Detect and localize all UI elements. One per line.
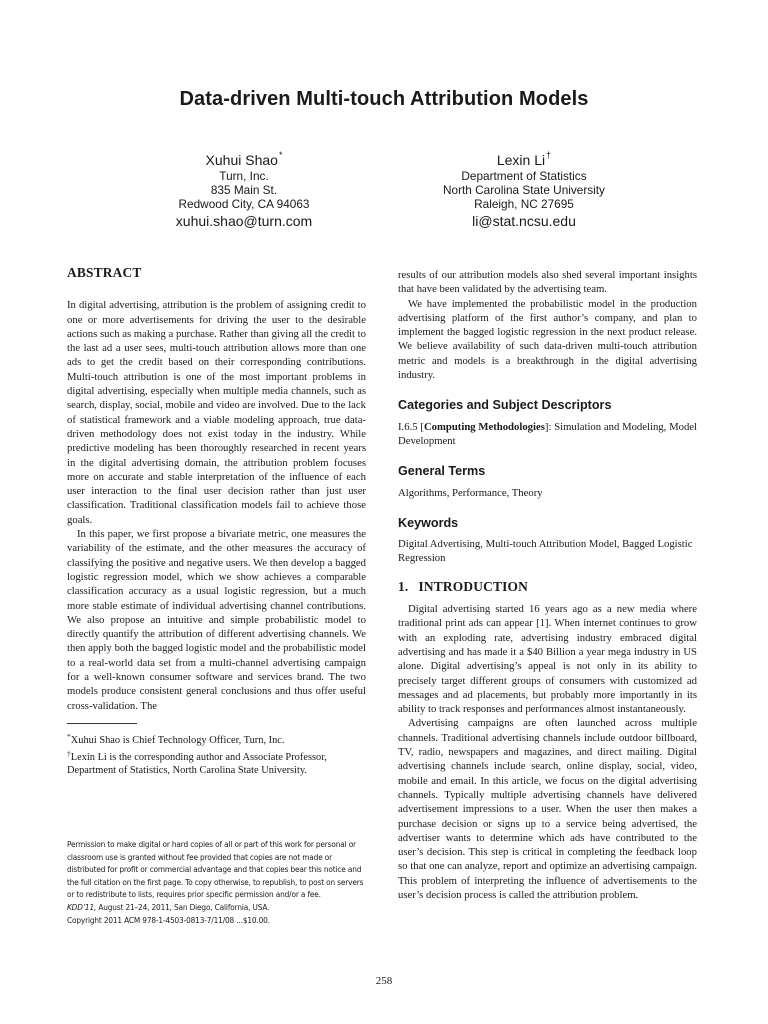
footnote-li: †Lexin Li is the corresponding author and Associate Professor, Department of Statistics, North Carolina State University. xyxy=(67,749,327,777)
introduction-paragraph-2: Advertising campaigns are often launched across multiple channels. Traditional advertising channels include outdoor billboard, TV, radio, newspapers and magazines, and direct mailing. Digital advertising channels include search, online display, social, video, mobile and email. In this article, we focus on the digital advertising channels. Typically multiple advertising channels have delivered advertisement impressions to a user. When the user then makes a purchase decision or signs up to a service being advertised, the advertiser wants to determine which ads have contributed to the user’s decision. This step is critical in completing the feedback loop so that one can analyze, report and optimize an advertising campaign. This problem of interpreting the influence of advertisements to the user’s decision process is called the attribution problem. xyxy=(398,717,697,901)
left-column xyxy=(67,266,366,778)
abstract-paragraph-3: results of our attribution models also shed several important insights that have been validated by the advertising team. xyxy=(398,269,697,296)
permission-text: Permission to make digital or hard copies of all or part of this work for personal or classroom use is granted without fee provided that copies are not made or distributed for profit or commercial advantage and that copies bear this notice and the full citation on the first page. To copy otherwise, to republish, to post on servers or to redistribute to lists, requires prior specific permission and/or a fee. xyxy=(67,839,364,900)
general-terms-heading: General Terms xyxy=(398,464,486,479)
author-affiliation: Department of Statistics xyxy=(461,169,587,183)
keywords-text: Digital Advertising, Multi-touch Attribution Model, Bagged Logistic Regression xyxy=(398,538,693,565)
abstract-heading: ABSTRACT xyxy=(67,265,142,280)
author-city: Redwood City, CA 94063 xyxy=(178,197,310,212)
author-email: xuhui.shao@turn.com xyxy=(175,212,313,229)
author-footnote-mark: * xyxy=(278,150,283,160)
right-column xyxy=(398,268,697,902)
abstract-paragraph-2: In this paper, we first propose a bivariate metric, one measures the variability of the estimate, and the other measures the accuracy of classifying the positive and negative users. We then develop a bagged logistic regression model, which we show achieves a comparable classification accuracy as a usual logistic regression, but a much more stable estimate of individual advertising channel contributions. We also propose an intuitive and simple probabilistic model to directly quantify the attribution of different advertising channels. We then apply both the bagged logistic model and the probabilistic model to a real-world data set from a multi-channel advertising campaign for a well-known consumer software and services brand. The two models produce consistent general conclusions and thus offer useful cross-validation. The xyxy=(67,528,366,712)
general-terms-text: Algorithms, Performance, Theory xyxy=(398,486,543,499)
conference-line: KDD’11, August 21–24, 2011, San Diego, California, USA. xyxy=(67,901,270,912)
footnote-rule xyxy=(67,723,137,724)
keywords-heading: Keywords xyxy=(398,515,459,530)
author-footnote-mark: † xyxy=(546,150,552,160)
footnote-shao: *Xuhui Shao is Chief Technology Officer, Turn, Inc. xyxy=(67,731,285,746)
author-block-li xyxy=(374,146,674,230)
author-name: Xuhui Shao* xyxy=(205,150,283,168)
author-email: li@stat.ncsu.edu xyxy=(472,212,576,229)
categories-heading: Categories and Subject Descriptors xyxy=(398,398,612,413)
copyright-line: Copyright 2011 ACM 978-1-4503-0813-7/11/08 ...$10.00. xyxy=(67,914,270,925)
abstract-paragraph-4: We have implemented the probabilistic model in the production advertising platform of the first author’s company, and plan to implement the bagged logistic regression in the next product release. We believe availability of such data-driven multi-touch attribution metric and models is a breakthrough in the digital advertising industry. xyxy=(398,297,697,382)
author-affiliation: Turn, Inc. xyxy=(219,169,269,183)
author-name: Lexin Li† xyxy=(496,150,552,168)
permission-notice xyxy=(67,838,367,926)
author-address: 835 Main St. xyxy=(210,183,278,198)
introduction-heading: 1. INTRODUCTION xyxy=(398,578,528,594)
categories-text: I.6.5 [Computing Methodologies]: Simulation and Modeling, Model Development xyxy=(398,420,697,447)
paper-title: Data-driven Multi-touch Attribution Models xyxy=(179,88,589,110)
introduction-paragraph-1: Digital advertising started 16 years ago as a new media where traditional print ads can appear [1]. When internet continues to grow with an exploding rate, advertising industry embraced digital advertising and has made it a $40 Billion a year mega industry in US alone. Digital advertising’s appeal is not only in its ability to precisely target different groups of consumers with customized ad messages and ad placements, but probably more importantly in its ability to track responses and performances almost instantaneously. xyxy=(398,603,697,716)
author-city: Raleigh, NC 27695 xyxy=(474,197,574,212)
abstract-paragraph-1: In digital advertising, attribution is the problem of assigning credit to one or more advertisements for driving the user to the desirable actions such as making a purchase. Rather than giving all the credit to the last ad a user sees, multi-touch attribution allows more than one ads to get the credit based on their corresponding contributions. Multi-touch attribution is one of the most important problems in digital advertising, especially when multiple media channels, such as search, display, social, mobile and video are involved. Due to the lack of statistical framework and a viable modeling approach, true data-driven methodology does not exist today in the industry. While predictive modeling has been thoroughly researched in recent years in the digital advertising domain, the attribution problem focuses more on accurate and stable interpretation of the influence of each user interaction to the final user decision rather than just user classification. Traditional classification models fail to achieve those goals. xyxy=(67,299,366,526)
author-block-shao xyxy=(94,146,394,230)
author-institution: North Carolina State University xyxy=(443,183,605,198)
page-number: 258 xyxy=(375,975,393,987)
